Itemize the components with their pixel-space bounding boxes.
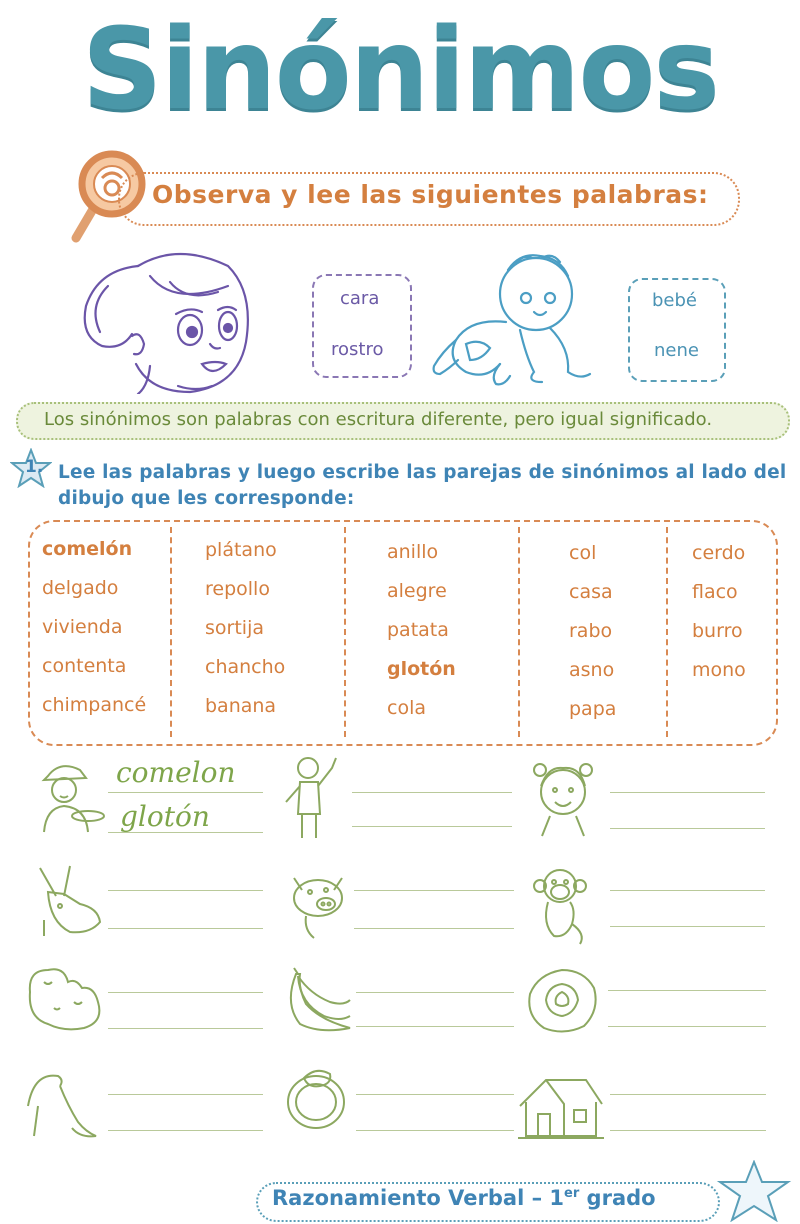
answer-line — [354, 928, 514, 929]
word-bank-divider — [518, 527, 520, 737]
donkey-icon — [30, 862, 110, 942]
word-bank-item: banana — [205, 695, 277, 717]
word-bank-divider — [344, 527, 346, 737]
answer-line — [610, 926, 765, 927]
answer-line — [108, 890, 263, 891]
answer-example-word: glotón — [120, 800, 210, 833]
answer-line — [108, 1094, 263, 1095]
word-bank-item: chimpancé — [42, 694, 147, 716]
thin-man-icon — [280, 752, 346, 840]
definition-text: Los sinónimos son palabras con escritura diferente, pero igual significado. — [44, 409, 713, 430]
word-bank-item: col — [569, 542, 597, 564]
crawling-baby-illustration — [430, 248, 600, 390]
example-word-bebe: bebé — [652, 290, 697, 311]
answer-line — [608, 1026, 766, 1027]
word-bank-item: repollo — [205, 578, 270, 600]
word-bank-item: delgado — [42, 577, 119, 599]
footer-label: Razonamiento Verbal – 1er grado — [272, 1186, 656, 1210]
word-bank-item: vivienda — [42, 616, 123, 638]
cabbage-icon — [524, 966, 600, 1036]
word-bank-item: patata — [387, 619, 449, 641]
answer-line — [610, 1094, 766, 1095]
answer-line — [108, 992, 263, 993]
answer-line — [610, 792, 765, 793]
word-bank-item: mono — [692, 659, 746, 681]
word-bank-item: comelón — [42, 538, 133, 560]
exercise-instruction: Lee las palabras y luego escribe las parejas de sinónimos al lado del dibujo que les corresponde: — [58, 462, 787, 509]
word-bank-item: alegre — [387, 580, 447, 602]
house-icon — [516, 1074, 606, 1140]
word-bank-item: plátano — [205, 539, 277, 561]
word-bank-item: sortija — [205, 617, 264, 639]
word-bank-item: chancho — [205, 656, 286, 678]
word-bank-item: rabo — [569, 620, 613, 642]
answer-line — [610, 828, 765, 829]
answer-line — [352, 826, 512, 827]
example-word-rostro: rostro — [331, 339, 384, 360]
word-bank-item: flaco — [692, 581, 738, 603]
answer-line — [108, 792, 263, 793]
answer-line — [108, 1028, 263, 1029]
word-bank-item: papa — [569, 698, 617, 720]
exercise-number: 1. — [25, 457, 44, 477]
answer-line — [356, 1094, 514, 1095]
girl-face-illustration — [78, 246, 258, 394]
answer-line — [352, 792, 512, 793]
answer-line — [356, 1130, 514, 1131]
bananas-icon — [280, 964, 354, 1036]
star-icon — [716, 1160, 792, 1222]
answer-line — [108, 1130, 263, 1131]
word-bank-item: asno — [569, 659, 615, 681]
word-bank-item: anillo — [387, 541, 439, 563]
happy-girl-icon — [528, 756, 598, 838]
monkey-icon — [524, 864, 596, 946]
word-bank-item: contenta — [42, 655, 127, 677]
word-bank-item: burro — [692, 620, 743, 642]
answer-line — [608, 990, 766, 991]
word-bank-item: cola — [387, 697, 426, 719]
answer-line — [356, 1026, 514, 1027]
ring-icon — [280, 1062, 352, 1134]
potatoes-icon — [24, 962, 106, 1034]
example-word-nene: nene — [654, 340, 699, 361]
answer-line — [610, 1130, 766, 1131]
observe-heading: Observa y lee las siguientes palabras: — [152, 180, 709, 209]
answer-line — [356, 992, 514, 993]
word-bank-item: cerdo — [692, 542, 746, 564]
page-title: Sinónimos — [81, 5, 719, 135]
man-eating-icon — [30, 756, 110, 836]
example-word-cara: cara — [340, 288, 380, 309]
tail-icon — [24, 1066, 104, 1138]
word-bank-item: casa — [569, 581, 613, 603]
word-bank-divider — [666, 527, 668, 737]
pig-icon — [286, 868, 350, 940]
answer-line — [610, 890, 765, 891]
word-bank-divider — [170, 527, 172, 737]
answer-line — [354, 890, 514, 891]
word-bank-item: glotón — [387, 658, 456, 680]
answer-line — [108, 832, 263, 833]
answer-example-word: comelon — [116, 756, 236, 789]
answer-line — [108, 928, 263, 929]
